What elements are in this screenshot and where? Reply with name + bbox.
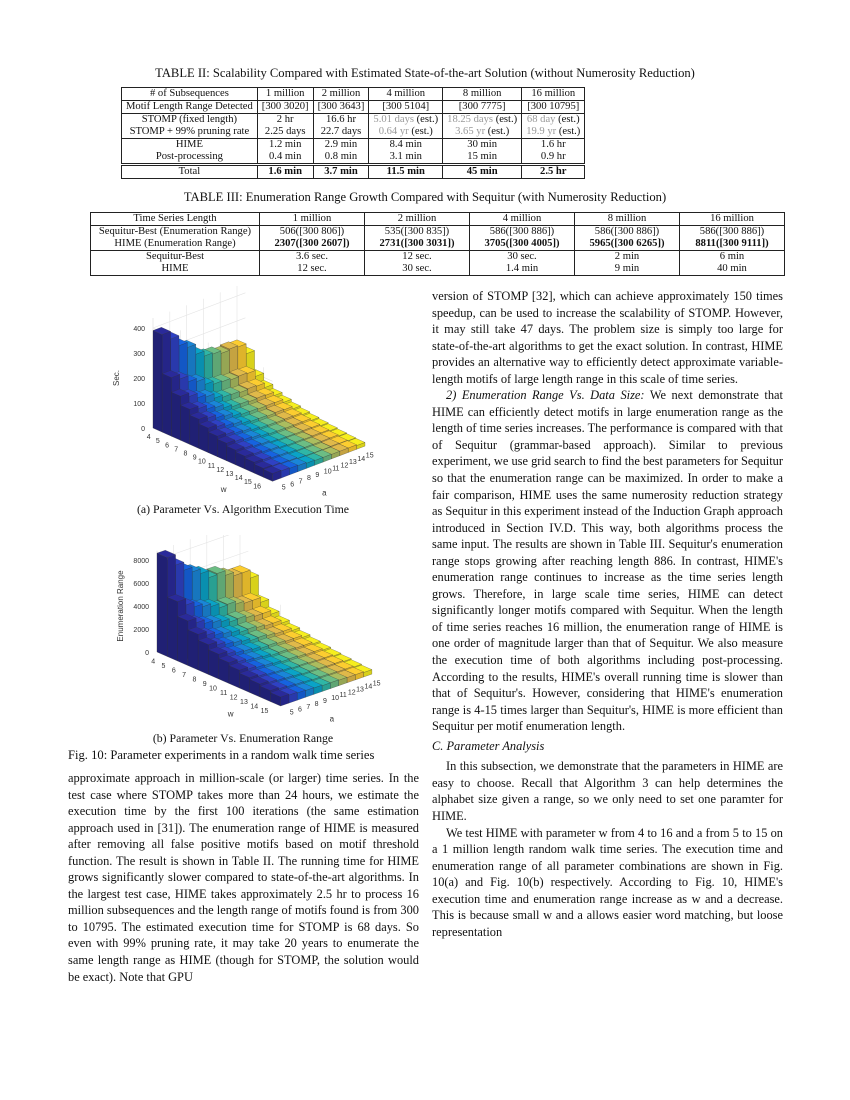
table-cell	[313, 101, 369, 114]
table-header-row	[91, 213, 785, 226]
w-tick-label: 11	[207, 462, 215, 470]
table-row	[122, 114, 585, 127]
table-cell	[257, 151, 313, 165]
cell-value: 19.9 yr	[526, 126, 557, 137]
section-heading: C. Parameter Analysis	[432, 738, 545, 753]
table-cell: 506([300 806])	[260, 226, 365, 239]
total-cell: 2.5 hr	[522, 165, 585, 179]
w-tick-label: 14	[250, 703, 259, 711]
a-axis-label: a	[329, 714, 335, 724]
table-cell: 586([300 886])	[680, 226, 785, 239]
a-tick-label: 6	[298, 706, 302, 714]
cell-value: [300 3643]	[317, 101, 365, 112]
table-cell	[313, 126, 369, 139]
table-cell	[443, 139, 522, 152]
table-header-row	[122, 88, 585, 101]
table-cell: 586([300 886])	[575, 226, 680, 239]
w-tick-label: 10	[209, 685, 217, 693]
left-column	[68, 770, 419, 985]
table-row	[122, 139, 585, 152]
cell-value: 0.8 min	[324, 151, 358, 162]
table-row	[122, 126, 585, 139]
table-cell	[313, 139, 369, 152]
table-cell: 12 sec.	[260, 263, 365, 276]
cell-value: 0.4 min	[269, 151, 302, 162]
w-tick-label: 13	[240, 698, 248, 706]
a-tick-label: 15	[372, 680, 381, 688]
table-cell: 3.6 sec.	[260, 251, 365, 264]
figure-caption: Fig. 10: Parameter experiments in a random walk time series	[68, 748, 375, 762]
z-axis-label: Sec.	[112, 369, 121, 387]
w-tick-label: 11	[219, 689, 228, 697]
a-tick-label: 13	[349, 459, 357, 467]
table-cell	[369, 101, 443, 114]
a-tick-label: 5	[281, 484, 286, 492]
paragraph: We test HIME with parameter w from 4 to 16 and a from 5 to 15 on a 1 million length random walk time series. The execution time and enumeration range of all parameter combinations are shown in Fig. 10(a) and Fig. 10(b) respectively. According to Fig. 10, HIME's execution time and enumeration range increase as w and a decrease. This is because small w and a allows easier word matching, but loose representation	[432, 825, 783, 939]
cell-value: 8.4 min	[389, 139, 422, 150]
cell-value: 2.25 days	[264, 126, 306, 137]
estimate-note: (est.)	[558, 114, 580, 125]
z-tick-label: 0	[141, 426, 145, 433]
table-cell	[257, 139, 313, 152]
w-tick-label: 10	[198, 458, 206, 466]
w-axis-label: w	[220, 484, 227, 494]
cell-value: 1.2 min	[269, 139, 302, 150]
w-axis-label: w	[227, 709, 234, 719]
cell-value: [300 5104]	[382, 101, 430, 112]
table-cell	[522, 114, 585, 127]
table-cell: 2 min	[575, 251, 680, 264]
paragraph: version of STOMP [32], which can achieve approximately 150 times speedup, can be used to increase the scalability of STOMP. However, it may still take 47 days. The problem size is simply too large for state-of-the-art algorithms to get the exact solution. In contrast, HIME provides an alternative way to efficiently detect approximate variable-length motifs of large length range in this scale of time series.	[432, 289, 783, 386]
w-tick-label: 5	[155, 438, 160, 446]
table-cell	[257, 126, 313, 139]
w-tick-label: 9	[202, 680, 207, 688]
row-label: HIME	[91, 263, 260, 276]
a-tick-label: 9	[322, 697, 327, 705]
total-cell: 1.6 min	[257, 165, 313, 179]
column-header: 16 million	[680, 213, 785, 226]
a-axis-label: a	[322, 488, 327, 498]
a-tick-label: 6	[290, 481, 295, 489]
w-tick-label: 9	[192, 454, 197, 462]
cell-value: [300 10795]	[527, 101, 580, 112]
a-tick-label: 13	[356, 686, 364, 694]
table-row	[91, 251, 785, 264]
table-cell	[257, 114, 313, 127]
table-cell	[369, 139, 443, 152]
paragraph-enumeration-range	[432, 387, 783, 734]
estimate-note: (est.)	[416, 114, 439, 125]
cell-value: 30 min	[467, 139, 498, 150]
estimate-note: (est.)	[558, 126, 581, 137]
table-cell: 8811([300 9111])	[680, 238, 785, 251]
a-tick-label: 12	[347, 689, 356, 697]
total-row	[122, 165, 585, 179]
a-tick-label: 14	[364, 683, 373, 691]
a-tick-label: 12	[340, 462, 349, 470]
table-cell	[443, 126, 522, 139]
cell-value: 5.01 days	[373, 114, 414, 125]
row-label: Sequitur-Best (Enumeration Range)	[91, 226, 260, 239]
column-header: 1 million	[257, 88, 313, 101]
w-tick-label: 15	[260, 707, 269, 715]
row-label: Total	[122, 165, 258, 179]
column-header: 8 million	[443, 88, 522, 101]
table-cell: 9 min	[575, 263, 680, 276]
cell-value: 0.9 hr	[540, 151, 566, 162]
z-axis-label: Enumeration Range	[116, 570, 125, 642]
w-tick-label: 14	[234, 475, 243, 483]
table-row	[91, 238, 785, 251]
a-tick-label: 15	[365, 452, 374, 460]
table-cell: 535([300 835])	[365, 226, 470, 239]
table-cell	[369, 126, 443, 139]
w-tick-label: 12	[216, 466, 225, 474]
table-cell	[443, 101, 522, 114]
cell-value: 68 day	[526, 114, 556, 125]
table-row	[91, 226, 785, 239]
cell-value: 15 min	[467, 151, 498, 162]
a-tick-label: 10	[323, 468, 332, 476]
table-row	[91, 263, 785, 276]
cell-value: 18.25 days	[447, 114, 494, 125]
chart-execution-time	[80, 285, 420, 500]
cell-value: [300 7775]	[458, 101, 506, 112]
table-cell	[443, 114, 522, 127]
row-label: Sequitur-Best	[91, 251, 260, 264]
table-cell	[522, 151, 585, 165]
w-tick-label: 4	[146, 434, 151, 442]
column-header: 8 million	[575, 213, 680, 226]
w-tick-label: 7	[182, 671, 187, 679]
cell-value: 1.6 hr	[540, 139, 566, 150]
table-cell	[522, 101, 585, 114]
cell-value: [300 3020]	[261, 101, 309, 112]
table-cell: 30 sec.	[365, 263, 470, 276]
w-tick-label: 15	[244, 479, 252, 487]
table-cell: 12 sec.	[365, 251, 470, 264]
table-cell	[257, 101, 313, 114]
table-row	[122, 151, 585, 165]
a-tick-label: 11	[332, 465, 340, 473]
table2-caption: TABLE II: Scalability Compared with Estimated State-of-the-art Solution (without Numerosity Reduction)	[155, 66, 695, 80]
table-cell	[369, 151, 443, 165]
a-tick-label: 7	[298, 478, 303, 486]
a-tick-label: 8	[314, 700, 319, 708]
w-tick-label: 8	[183, 450, 188, 458]
z-tick-label: 300	[133, 351, 145, 358]
z-tick-label: 200	[133, 376, 145, 383]
a-tick-label: 9	[315, 471, 320, 479]
table-cell	[443, 151, 522, 165]
total-cell: 11.5 min	[369, 165, 443, 179]
table-cell	[313, 114, 369, 127]
paragraph: In this subsection, we demonstrate that the parameters in HIME are easy to choose. Recall that Algorithm 3 can help determines the alphabet size given a range, so we only need to set one paramter for HIME.	[432, 759, 783, 823]
row-label: Motif Length Range Detected	[122, 101, 258, 114]
column-header: Time Series Length	[91, 213, 260, 226]
table-cell: 5965([300 6265])	[575, 238, 680, 251]
w-tick-label: 5	[161, 662, 166, 670]
w-tick-label: 6	[171, 667, 176, 675]
w-tick-label: 4	[151, 658, 156, 666]
cell-value: 2 hr	[276, 114, 294, 125]
table-cell	[313, 151, 369, 165]
row-label: STOMP + 99% pruning rate	[122, 126, 258, 139]
table-cell: 30 sec.	[470, 251, 575, 264]
total-cell: 3.7 min	[313, 165, 369, 179]
table-scalability	[121, 87, 585, 179]
cell-value: 22.7 days	[320, 126, 362, 137]
table-row	[122, 101, 585, 114]
table-cell: 2731([300 3031])	[365, 238, 470, 251]
column-header: # of Subsequences	[122, 88, 258, 101]
table-cell: 3705([300 4005])	[470, 238, 575, 251]
cell-value: 3.65 yr	[455, 126, 486, 137]
w-tick-label: 12	[229, 694, 238, 702]
w-tick-label: 8	[192, 676, 197, 684]
z-tick-label: 6000	[133, 581, 149, 588]
row-label: STOMP (fixed length)	[122, 114, 258, 127]
table-cell: 586([300 886])	[470, 226, 575, 239]
z-tick-label: 4000	[133, 604, 149, 611]
w-tick-label: 6	[165, 442, 169, 450]
subcaption-a: (a) Parameter Vs. Algorithm Execution Time	[136, 502, 350, 516]
estimate-note: (est.)	[495, 114, 518, 125]
w-tick-label: 13	[225, 470, 234, 478]
cell-value: 16.6 hr	[325, 114, 356, 125]
cell-value: 2.9 min	[324, 139, 358, 150]
z-tick-label: 0	[145, 650, 149, 657]
a-tick-label: 11	[339, 692, 347, 700]
table-cell	[369, 114, 443, 127]
row-label: HIME	[122, 139, 258, 152]
table-cell: 6 min	[680, 251, 785, 264]
estimate-note: (est.)	[487, 126, 510, 137]
table-cell	[522, 126, 585, 139]
a-tick-label: 5	[289, 709, 294, 717]
row-label: Post-processing	[122, 151, 258, 165]
cell-value: 3.1 min	[389, 151, 422, 162]
z-tick-label: 100	[133, 401, 145, 408]
z-tick-label: 8000	[133, 558, 149, 565]
paragraph-text: We next demonstrate that HIME can efficiently detect motifs in large enumeration range as the length of time series increases. The performance is compared with that of Sequitur (grammar-based approach). Similar to previous experiment, we use grid search to find the best parameters for Sequitur so that the enumeration range can be maximized. In order to make a fair comparison, HIME uses the same numerosity reduction strategy as Sequitur in this experiment instead of the Induction Graph approach introduced in Section IV.D. This way, both algorithms process the same input. The results are shown in Table III. Sequitur's enumeration range stops growing after reaching length 886. In contrast, HIME's enumeration range continues to increase as the time series length grows. Therefore, in large scale time series, HIME can detect significantly longer motifs compared with Sequitur. When the length of time series reaches 16 million, the enumeration range of HIME is one order of magnitude larger than that of Sequitur. We also measure the execution time of both algorithms including post-processing. According to the results, HIME's overall running time is slower than that of Sequitur's. However, considering that HIME's enumeration range is 4-15 times larger than Sequitur's, HIME is more efficient than Sequitur per motif enumeration length.	[432, 388, 783, 734]
table-cell: 40 min	[680, 263, 785, 276]
right-column	[432, 288, 783, 940]
column-header: 4 million	[369, 88, 443, 101]
z-tick-label: 400	[133, 326, 145, 333]
column-header: 1 million	[260, 213, 365, 226]
chart-enumeration-range	[80, 535, 420, 725]
table-cell	[522, 139, 585, 152]
z-tick-label: 2000	[133, 627, 149, 634]
a-tick-label: 14	[357, 455, 366, 463]
paragraph: approximate approach in million-scale (or larger) time series. In the test case where STOMP takes more than 24 hours, we estimate the execution time by the first 100 iterations (the same estimation approach used in [31]). The enumeration range of HIME is measured after removing all false positive motifs based on motif threshold function. The result is shown in Table II. The running time for HIME grows significantly slower compared to state-of-the-art algorithms. In the largest test case, HIME takes approximately 2.5 hr to process 16 million subsequences and the length range of motifs found is from 300 to 10795. The estimated execution time for STOMP is 68 days. So even with 99% pruning rate, it may take 20 years to enumerate the same length range as HIME (though for STOMP, the solution would be exact). Note that GPU	[68, 771, 419, 984]
subsection-heading: 2) Enumeration Range Vs. Data Size:	[446, 388, 645, 403]
table-cell: 2307([300 2607])	[260, 238, 365, 251]
column-header: 16 million	[522, 88, 585, 101]
row-label: HIME (Enumeration Range)	[91, 238, 260, 251]
a-tick-label: 10	[331, 695, 340, 703]
estimate-note: (est.)	[411, 126, 433, 137]
subcaption-b: (b) Parameter Vs. Enumeration Range	[152, 731, 334, 745]
w-tick-label: 16	[253, 483, 261, 491]
a-tick-label: 8	[307, 475, 311, 483]
cell-value: 0.64 yr	[378, 126, 409, 137]
column-header: 2 million	[365, 213, 470, 226]
column-header: 4 million	[470, 213, 575, 226]
table-cell: 1.4 min	[470, 263, 575, 276]
table3-caption: TABLE III: Enumeration Range Growth Compared with Sequitur (with Numerosity Reduction)	[183, 190, 667, 204]
w-tick-label: 7	[174, 446, 179, 454]
total-cell: 45 min	[443, 165, 522, 179]
table-enumeration-range	[90, 212, 785, 276]
column-header: 2 million	[313, 88, 369, 101]
a-tick-label: 7	[306, 703, 311, 711]
